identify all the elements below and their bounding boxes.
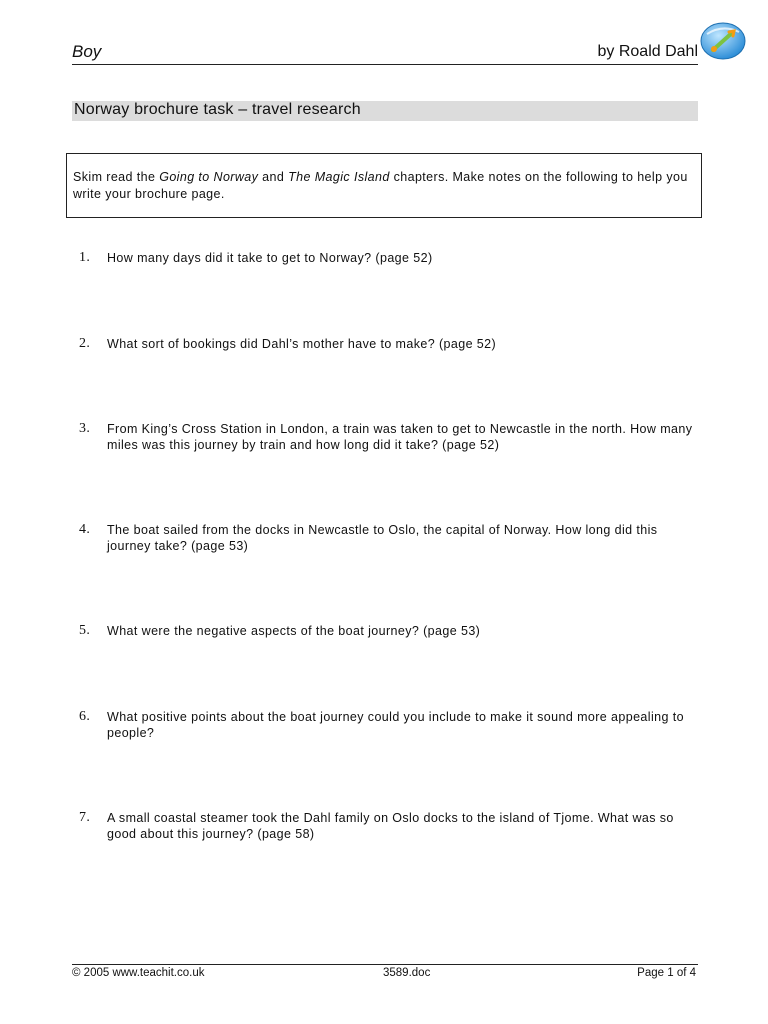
question-number: 5.	[79, 623, 91, 638]
question-text: How many days did it take to get to Norway? (page 52)	[107, 251, 433, 265]
instruction-part-3: chapters. Make notes on the following to help you write your brochure page.	[73, 170, 688, 201]
page-footer	[72, 964, 698, 983]
instruction-part-1: Skim read the	[73, 170, 160, 184]
book-title: Boy	[72, 42, 102, 61]
book-author: by Roald Dahl	[597, 43, 698, 60]
instruction-box	[66, 153, 702, 218]
question-number: 6.	[79, 709, 91, 724]
question-text: A small coastal steamer took the Dahl family on Oslo docks to the island of Tjome. What was so good about this journey? (page 58)	[107, 811, 674, 841]
question-number: 4.	[79, 522, 91, 537]
copyright-text: © 2005 www.teachit.co.uk	[72, 967, 205, 979]
instruction-part-2: and	[258, 170, 289, 184]
question-number: 3.	[79, 421, 91, 436]
chapter-going-to-norway: Going to Norway	[159, 170, 259, 184]
question-text: What were the negative aspects of the boat journey? (page 53)	[107, 624, 481, 638]
question-text: From King’s Cross Station in London, a train was taken to get to Newcastle in the north. How many miles was this journey by train and how long did it take? (page 52)	[107, 422, 693, 452]
chapter-magic-island: The Magic Island	[288, 170, 390, 184]
task-title-bar	[72, 101, 698, 121]
document-filename: 3589.doc	[383, 967, 431, 979]
question-number: 2.	[79, 336, 91, 351]
question-number: 1.	[79, 250, 91, 265]
question-text: What sort of bookings did Dahl’s mother have to make? (page 52)	[107, 337, 497, 351]
page-number: Page 1 of 4	[637, 967, 696, 979]
question-text: What positive points about the boat journey could you include to make it sound more appealing to people?	[107, 710, 684, 740]
teachit-logo-icon	[699, 20, 747, 62]
page-header	[72, 42, 698, 65]
instruction-text	[73, 169, 693, 203]
question-number: 7.	[79, 810, 91, 825]
task-title: Norway brochure task – travel research	[74, 101, 361, 118]
question-text: The boat sailed from the docks in Newcastle to Oslo, the capital of Norway. How long did this journey take? (page 53)	[107, 523, 658, 553]
